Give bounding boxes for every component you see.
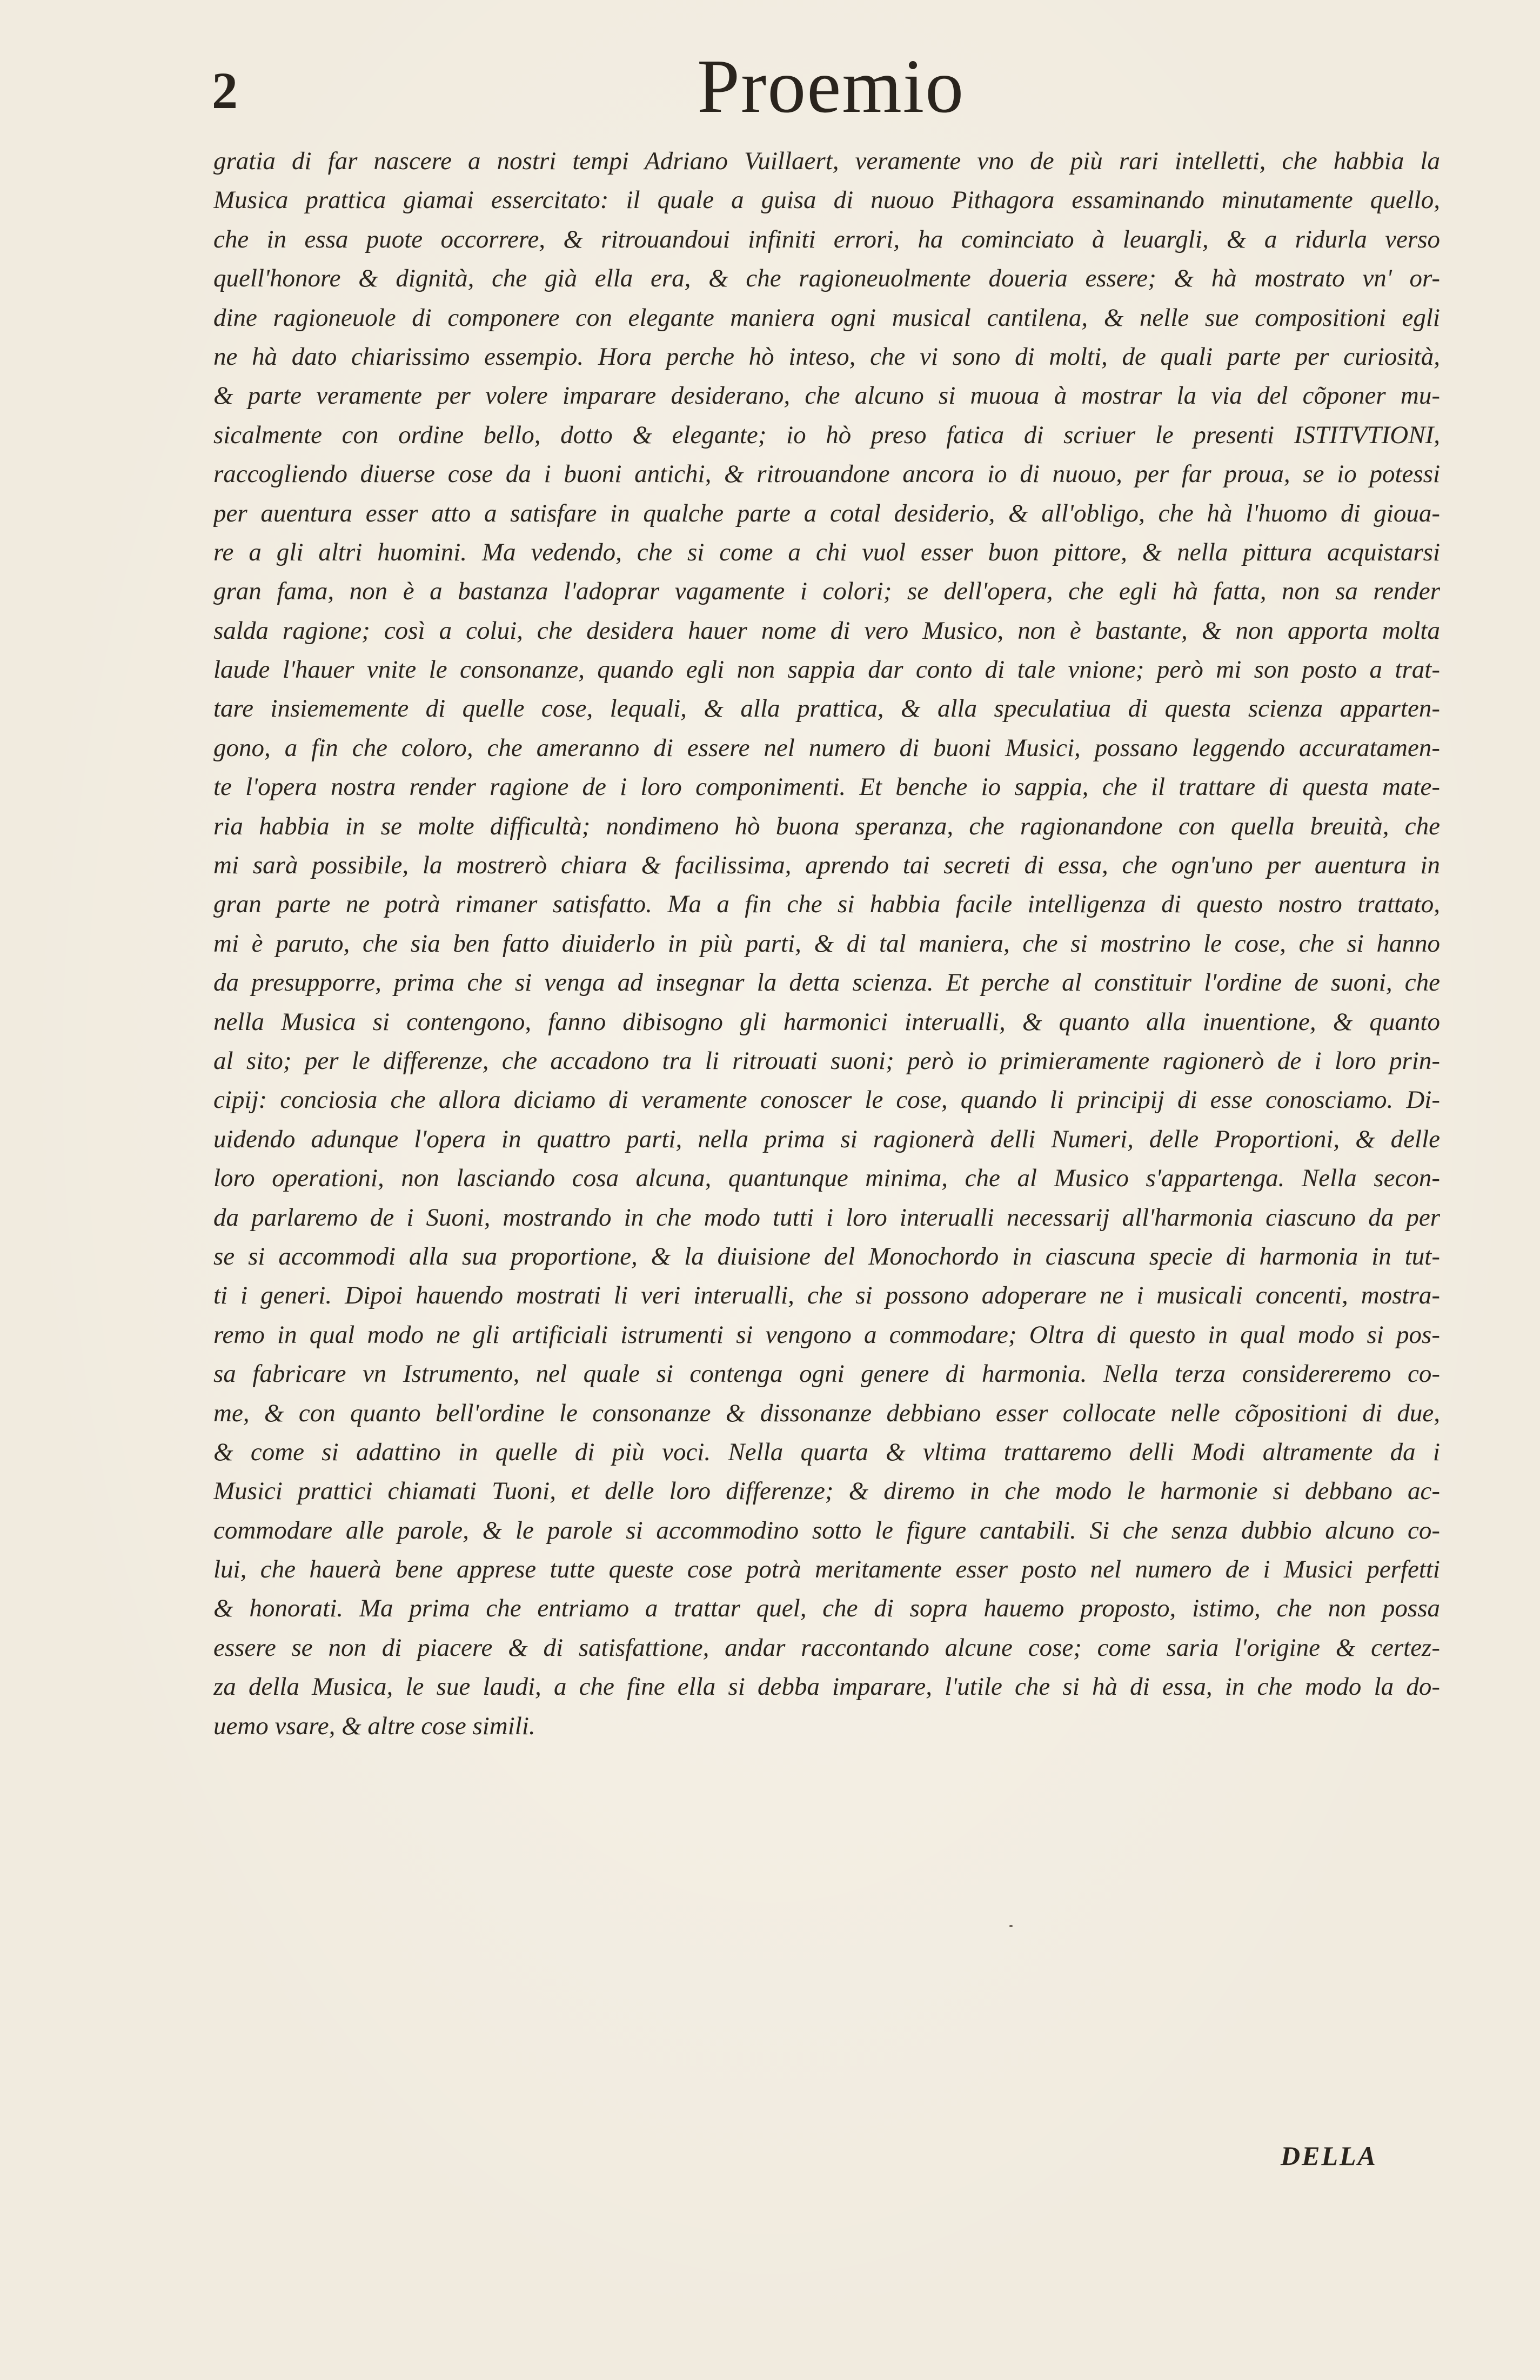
text-line: cipij: conciosia che allora diciamo di veramente conoscer le cose, quando li principij di esse conosciamo. Di- xyxy=(213,1086,1440,1114)
text-line: gono, a fin che coloro, che ameranno di essere nel numero di buoni Musici, possano leggendo accuratamen- xyxy=(213,733,1440,762)
text-line: tare insiememente di quelle cose, lequali, & alla prattica, & alla speculatiua di questa scienza apparten- xyxy=(213,694,1440,723)
text-line: nella Musica si contengono, fanno dibisogno gli harmonici interualli, & quanto alla inuentione, & quanto xyxy=(213,1007,1440,1036)
text-line: ti i generi. Dipoi hauendo mostrati li veri interualli, che si possono adoperare ne i musicali concenti, mostra- xyxy=(213,1281,1440,1310)
text-line: da presupporre, prima che si venga ad insegnar la detta scienza. Et perche al constituir l'ordine de suoni, che xyxy=(213,968,1440,997)
text-line: & parte veramente per volere imparare desiderano, che alcuno si muoua à mostrar la via del cõponer mu- xyxy=(213,382,1440,410)
text-line: dine ragioneuole di componere con elegante maniera ogni musical cantilena, & nelle sue compositioni egli xyxy=(213,303,1440,332)
catchword: DELLA xyxy=(1281,2141,1377,2171)
text-line: raccogliendo diuerse cose da i buoni antichi, & ritrouandone ancora io di nuouo, per far proua, se io potessi xyxy=(213,460,1440,489)
text-line: se si accommodi alla sua proportione, & la diuisione del Monochordo in ciascuna specie di harmonia in tut- xyxy=(213,1242,1440,1271)
text-line: loro operationi, non lasciando cosa alcuna, quantunque minima, che al Musico s'appartenga. Nella secon- xyxy=(213,1164,1440,1193)
text-line: commodare alle parole, & le parole si accommodino sotto le figure cantabili. Si che senza dubbio alcuno co- xyxy=(213,1516,1440,1545)
text-line: ne hà dato chiarissimo essempio. Hora perche hò inteso, che vi sono di molti, de quali parte per curiosità, xyxy=(213,342,1440,371)
text-line: essere se non di piacere & di satisfattione, andar raccontando alcune cose; come saria l'origine & certez- xyxy=(213,1633,1440,1662)
text-line: quell'honore & dignità, che già ella era, & che ragioneuolmente doueria essere; & hà mostrato vn' or- xyxy=(213,264,1440,293)
text-line: uidendo adunque l'opera in quattro parti, nella prima si ragionerà delli Numeri, delle Proportioni, & delle xyxy=(213,1125,1440,1153)
running-head: Proemio xyxy=(697,43,965,129)
text-line: za della Musica, le sue laudi, a che fine ella si debba imparare, l'utile che si hà di essa, in che modo la do- xyxy=(213,1673,1440,1701)
text-line: me, & con quanto bell'ordine le consonanze & dissonanze debbiano esser collocate nelle cõpositioni di due, xyxy=(213,1399,1440,1427)
text-line: Musici prattici chiamati Tuoni, et delle loro differenze; & diremo in che modo le harmonie si debbano ac- xyxy=(213,1477,1440,1506)
text-line: & honorati. Ma prima che entriamo a trattar quel, che di sopra hauemo proposto, istimo, che non possa xyxy=(213,1594,1440,1623)
body-text xyxy=(213,142,1440,1746)
text-line: salda ragione; così a colui, che desidera hauer nome di vero Musico, non è bastante, & non apporta molta xyxy=(213,616,1440,645)
text-line: Musica prattica giamai essercitato: il quale a guisa di nuouo Pithagora essaminando minutamente quello, xyxy=(213,186,1440,215)
page-number: 2 xyxy=(212,62,238,119)
text-line: remo in qual modo ne gli artificiali istrumenti si vengono a commodare; Oltra di questo in qual modo si pos- xyxy=(213,1320,1440,1349)
text-line: sa fabricare vn Istrumento, nel quale si contenga ogni genere di harmonia. Nella terza considereremo co- xyxy=(213,1360,1440,1388)
text-line: re a gli altri huomini. Ma vedendo, che si come a chi vuol esser buon pittore, & nella pittura acquistarsi xyxy=(213,538,1440,566)
text-line: te l'opera nostra render ragione de i loro componimenti. Et benche io sappia, che il trattare di questa mate- xyxy=(213,773,1440,801)
text-line: sicalmente con ordine bello, dotto & elegante; io hò preso fatica di scriuer le presenti ISTITVTIONI, xyxy=(213,420,1440,449)
text-line: lui, che hauerà bene apprese tutte queste cose potrà meritamente esser posto nel numero de i Musici perfetti xyxy=(213,1555,1440,1584)
text-line: mi è paruto, che sia ben fatto diuiderlo in più parti, & di tal maniera, che si mostrino le cose, che si hanno xyxy=(213,929,1440,958)
text-line: gratia di far nascere a nostri tempi Adriano Vuillaert, veramente vno de più rari intelletti, che habbia la xyxy=(213,147,1440,175)
text-line: gran fama, non è a bastanza l'adoprar vagamente i colori; se dell'opera, che egli hà fatta, non sa render xyxy=(213,577,1440,606)
text-line: mi sarà possibile, la mostrerò chiara & facilissima, aprendo tai secreti di essa, che ogn'uno per auentura in xyxy=(213,851,1440,880)
text-line: che in essa puote occorrere, & ritrouandoui infiniti errori, ha cominciato à leuargli, & a ridurla verso xyxy=(213,225,1440,253)
text-line: da parlaremo de i Suoni, mostrando in che modo tutti i loro interualli necessarij all'harmonia ciascuno da per xyxy=(213,1203,1440,1232)
text-line: al sito; per le differenze, che accadono tra li ritrouati suoni; però io primieramente ragionerò de i loro prin- xyxy=(213,1046,1440,1075)
text-line: & come si adattino in quelle di più voci. Nella quarta & vltima trattaremo delli Modi altramente da i xyxy=(213,1438,1440,1466)
text-line: ria habbia in se molte difficultà; nondimeno hò buona speranza, che ragionandone con quella breuità, che xyxy=(213,812,1440,840)
paper-speck xyxy=(1009,1925,1013,1927)
text-line: gran parte ne potrà rimaner satisfatto. Ma a fin che si habbia facile intelligenza di questo nostro trattato, xyxy=(213,890,1440,919)
text-line: laude l'hauer vnite le consonanze, quando egli non sappia dar conto di tale vnione; però mi son posto a trat- xyxy=(213,656,1440,684)
text-line: uemo vsare, & altre cose simili. xyxy=(213,1712,535,1740)
text-line: per auentura esser atto a satisfare in qualche parte a cotal desiderio, & all'obligo, che hà l'huomo di gioua- xyxy=(213,499,1440,527)
